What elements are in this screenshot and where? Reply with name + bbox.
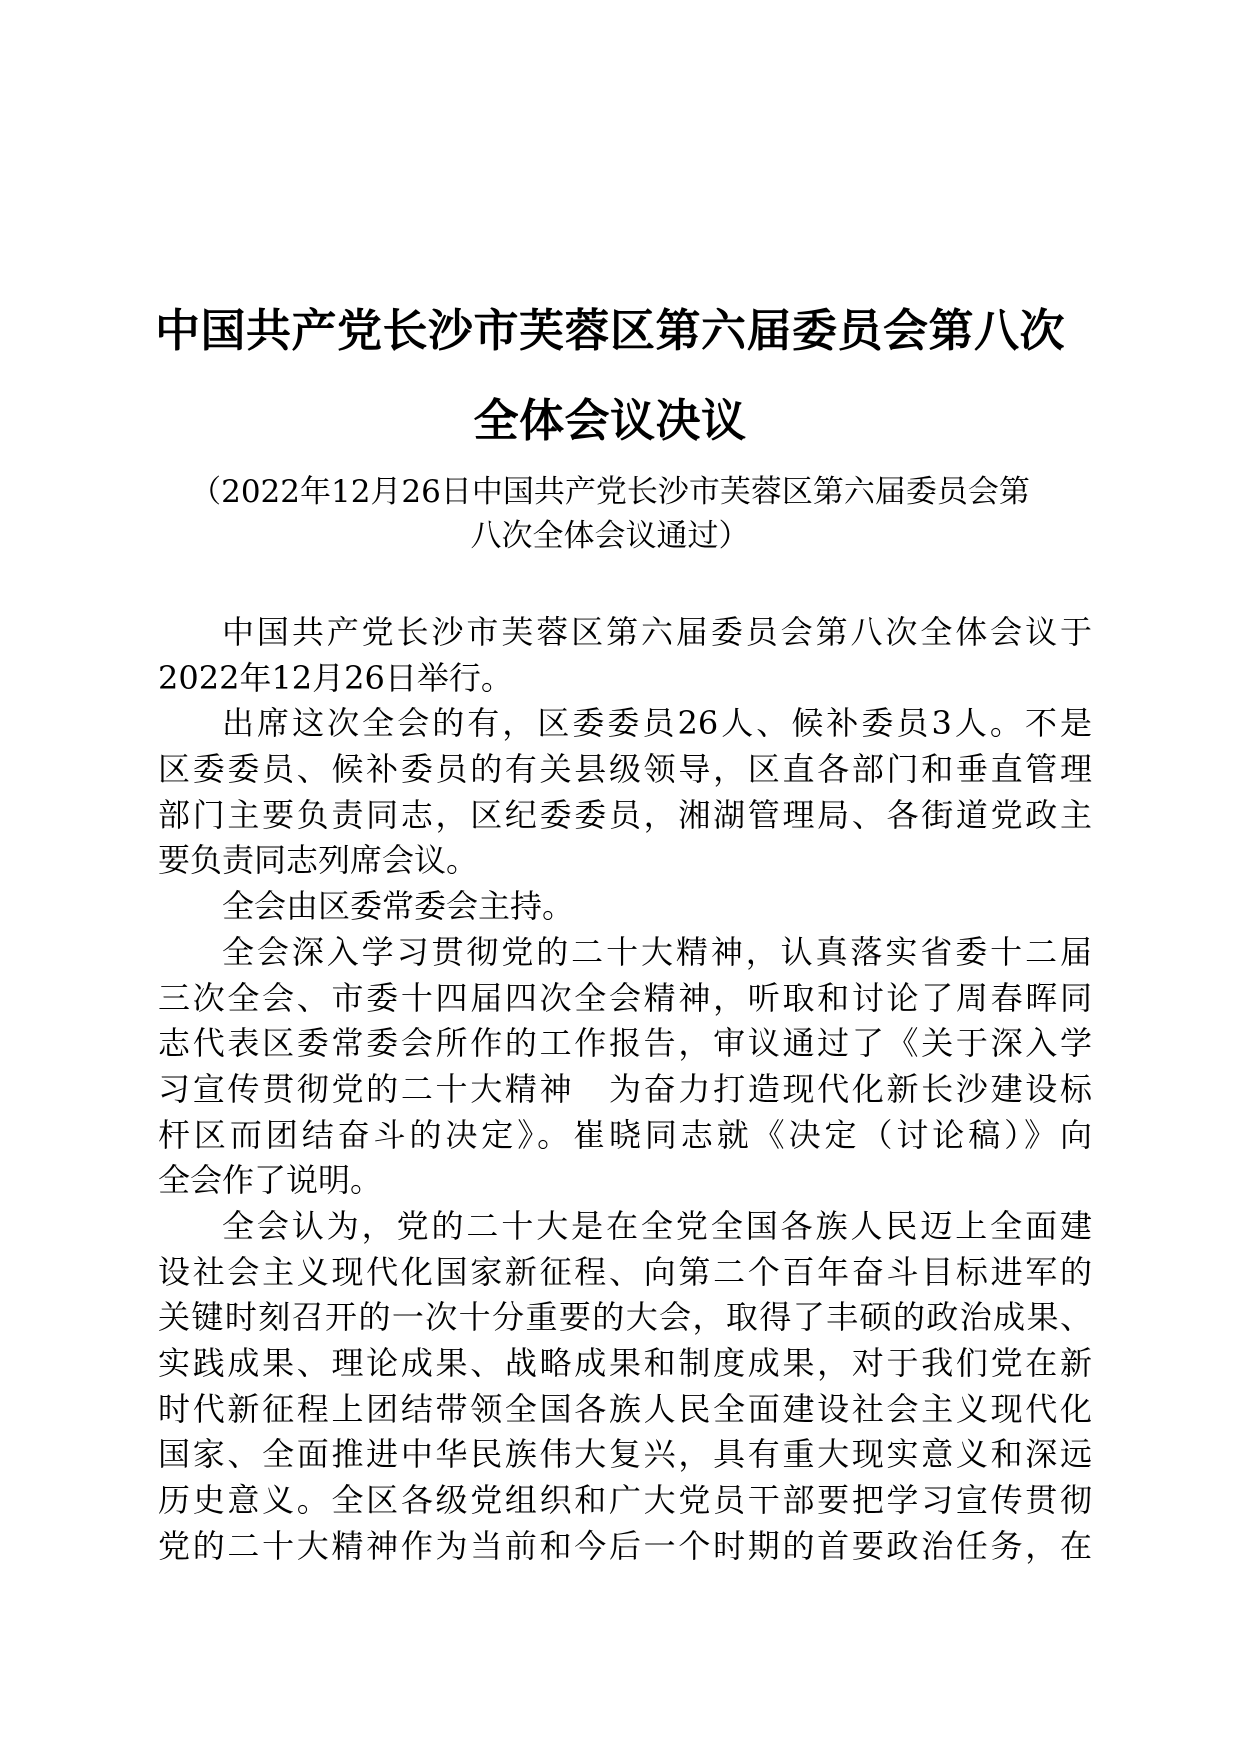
body-line: 2022年12月26日举行。	[158, 658, 513, 697]
body-line: 全会由区委常委会主持。	[222, 887, 575, 926]
document-subtitle-line-2: 八次全体会议通过）	[470, 518, 750, 554]
document-title-line-2: 全体会议决议	[473, 394, 747, 447]
body-line: 要负责同志列席会议。	[158, 841, 479, 880]
body-line: 设社会主义现代化国家新征程、向第二个百年奋斗目标进军的	[158, 1252, 1092, 1291]
body-line: 杆区而团结奋斗的决定》。崔晓同志就《决定（讨论稿）》向	[158, 1115, 1092, 1154]
body-line: 中国共产党长沙市芙蓉区第六届委员会第八次全体会议于	[222, 613, 1092, 651]
document-subtitle-line-1: （2022年12月26日中国共产党长沙市芙蓉区第六届委员会第	[190, 474, 1030, 510]
body-line: 关键时刻召开的一次十分重要的大会，取得了丰硕的政治成果、	[158, 1298, 1092, 1337]
body-line: 三次全会、市委十四届四次全会精神，听取和讨论了周春晖同	[158, 978, 1092, 1017]
document-title-line-1: 中国共产党长沙市芙蓉区第六届委员会第八次	[154, 304, 1065, 357]
body-line: 历史意义。全区各级党组织和广大党员干部要把学习宣传贯彻	[158, 1481, 1092, 1520]
body-line: 党的二十大精神作为当前和今后一个时期的首要政治任务，在	[158, 1526, 1092, 1565]
body-line: 实践成果、理论成果、战略成果和制度成果，对于我们党在新	[158, 1344, 1092, 1382]
body-line: 全会深入学习贯彻党的二十大精神，认真落实省委十二届	[222, 932, 1092, 971]
body-line: 区委委员、候补委员的有关县级领导，区直各部门和垂直管理	[158, 750, 1092, 789]
body-line: 全会作了说明。	[158, 1161, 383, 1200]
body-line: 志代表区委常委会所作的工作报告，审议通过了《关于深入学	[158, 1024, 1092, 1063]
body-line: 习宣传贯彻党的二十大精神 为奋力打造现代化新长沙建设标	[158, 1069, 1092, 1108]
body-line: 全会认为，党的二十大是在全党全国各族人民迈上全面建	[222, 1206, 1092, 1245]
body-line: 出席这次全会的有，区委委员26人、候补委员3人。不是	[222, 704, 1092, 743]
body-line: 国家、全面推进中华民族伟大复兴，具有重大现实意义和深远	[158, 1435, 1092, 1474]
body-line: 部门主要负责同志，区纪委委员，湘湖管理局、各街道党政主	[158, 795, 1092, 834]
body-line: 时代新征程上团结带领全国各族人民全面建设社会主义现代化	[158, 1389, 1092, 1428]
document-body	[158, 610, 1092, 1569]
